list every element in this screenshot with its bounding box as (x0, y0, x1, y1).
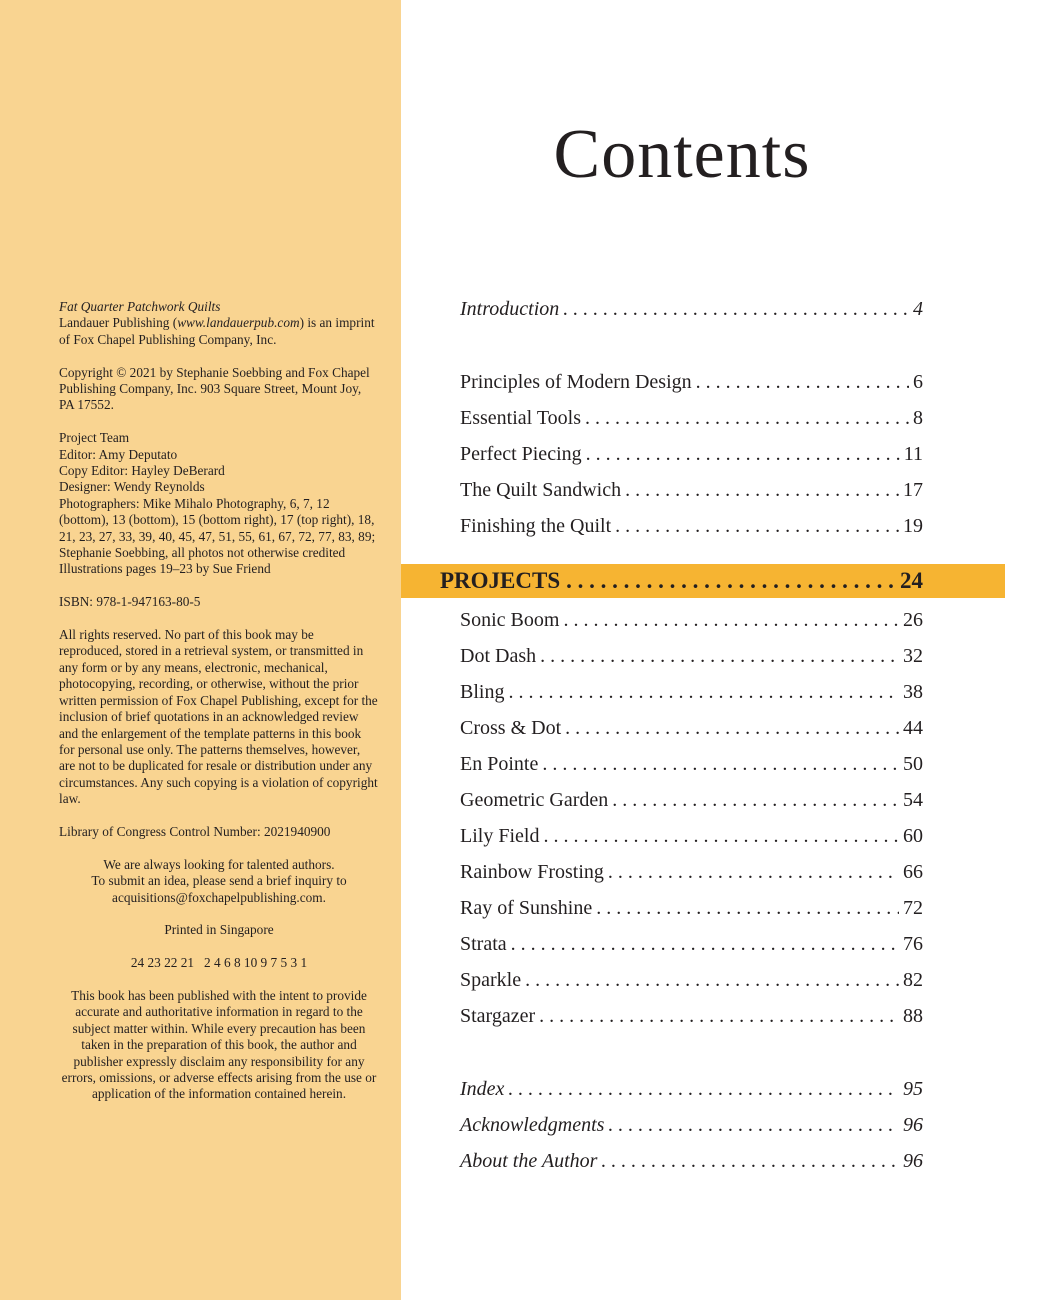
toc-entry-label: Sonic Boom (460, 609, 560, 631)
toc-entry[interactable] (460, 640, 923, 672)
toc-entry-label: En Pointe (460, 753, 539, 775)
toc-entry-label: Principles of Modern Design (460, 371, 692, 393)
toc-entry-page: 8 (913, 407, 923, 429)
dot-leader (525, 964, 899, 996)
dot-leader (612, 784, 899, 816)
toc-entry-page: 17 (903, 479, 923, 501)
toc-entry-label: Geometric Garden (460, 789, 609, 811)
lccn: Library of Congress Control Number: 2021940900 (59, 823, 331, 839)
toc-entry-label: Sparkle (460, 969, 522, 991)
book-title: Fat Quarter Patchwork Quilts (59, 299, 221, 314)
authors-line-1: We are always looking for talented authors. (103, 856, 335, 872)
toc-projects-heading[interactable] (440, 564, 923, 598)
toc-entry[interactable] (460, 510, 923, 542)
dot-leader (563, 604, 899, 636)
toc-entry[interactable] (460, 712, 923, 744)
toc-entry[interactable] (460, 438, 923, 470)
toc-entry-page: 60 (903, 825, 923, 847)
toc-entry[interactable] (460, 748, 923, 780)
project-team (59, 430, 379, 578)
dot-leader (615, 510, 899, 542)
toc-entry[interactable] (460, 474, 923, 506)
printed-in: Printed in Singapore (164, 922, 274, 938)
toc-entry-label: Strata (460, 933, 507, 955)
colophon-text (59, 299, 379, 1119)
dot-leader (563, 293, 909, 325)
editor-credit: Editor: Amy Deputato (59, 446, 178, 462)
illustrations-credit: Illustrations pages 19–23 by Sue Friend (59, 561, 271, 577)
toc-entry-label: Introduction (460, 298, 560, 320)
toc-entry[interactable] (460, 293, 923, 325)
toc-entry-page: 88 (903, 1005, 923, 1027)
dot-leader (508, 676, 899, 708)
publisher-info (59, 315, 379, 348)
toc-entry-label: Dot Dash (460, 645, 537, 667)
printing-numbers: 24 23 22 21 2 4 6 8 10 9 7 5 3 1 (130, 955, 308, 971)
toc-entry-page: 32 (903, 645, 923, 667)
toc-entry-label: The Quilt Sandwich (460, 479, 622, 501)
toc-entry-page: 54 (903, 789, 923, 811)
publisher-line-end: ) is an imprint of Fox Chapel Publishing Company, Inc. (59, 315, 375, 347)
publisher-line: Landauer Publishing ( (59, 315, 178, 331)
toc-entry-page: 19 (903, 515, 923, 537)
toc-entry-page: 44 (903, 717, 923, 739)
toc-entry[interactable] (460, 1109, 923, 1141)
toc-entry-page: 50 (903, 753, 923, 775)
dot-leader (542, 748, 899, 780)
dot-leader (585, 402, 909, 434)
toc-entry[interactable] (460, 784, 923, 816)
toc-entry-label: Perfect Piecing (460, 443, 582, 465)
publisher-url: www.landauerpub.com (177, 315, 300, 331)
dot-leader (565, 712, 899, 744)
toc-entry-label: Lily Field (460, 825, 540, 847)
toc-entry-page: 95 (903, 1078, 923, 1100)
toc-entry[interactable] (460, 928, 923, 960)
toc-entry-page: 72 (903, 897, 923, 919)
toc-entry-label: Index (460, 1078, 505, 1100)
toc-entry-page: 4 (913, 298, 923, 320)
dot-leader (625, 474, 899, 506)
designer-credit: Designer: Wendy Reynolds (59, 479, 205, 495)
authors-email: acquisitions@foxchapelpublishing.com. (112, 889, 326, 905)
toc-entry-label: Essential Tools (460, 407, 582, 429)
dot-leader (566, 564, 894, 598)
toc-entry[interactable] (460, 402, 923, 434)
toc-entry[interactable] (460, 1145, 923, 1177)
toc-entry-page: 26 (903, 609, 923, 631)
toc-entry-page: 66 (903, 861, 923, 883)
toc-entry-label: Finishing the Quilt (460, 515, 612, 537)
toc-entry-page: 96 (903, 1114, 923, 1136)
toc-entry-page: 11 (903, 443, 923, 465)
dot-leader (586, 438, 900, 470)
toc-entry-label: Acknowledgments (460, 1114, 605, 1136)
toc-entry[interactable] (460, 676, 923, 708)
dot-leader (511, 928, 899, 960)
toc-entry[interactable] (460, 1073, 923, 1105)
copyright-notice: Copyright © 2021 by Stephanie Soebbing and Fox Chapel Publishing Company, Inc. 903 Square Street, Mount Joy, PA 17552. (59, 364, 370, 413)
toc-entry[interactable] (460, 856, 923, 888)
toc-entry-page: 24 (900, 568, 923, 593)
dot-leader (508, 1073, 899, 1105)
toc-entry-label: Ray of Sunshine (460, 897, 593, 919)
toc-entry[interactable] (460, 604, 923, 636)
toc-entry-label: Cross & Dot (460, 717, 562, 739)
toc-entry-page: 96 (903, 1150, 923, 1172)
toc-entry-label: Bling (460, 681, 505, 703)
disclaimer: This book has been published with the intent to provide accurate and authoritative information in regard to the subject matter within. While every precaution has been taken in the preparation of this book, the author and publisher expressly disclaim any responsibility for any errors, omissions, or adverse effects arising from the use or application of the information contained herein. (61, 987, 377, 1102)
authors-line-2: To submit an idea, please send a brief inquiry to (91, 873, 347, 889)
toc-entry-page: 6 (913, 371, 923, 393)
dot-leader (608, 856, 899, 888)
copy-editor-credit: Copy Editor: Hayley DeBerard (59, 463, 225, 479)
dot-leader (601, 1145, 899, 1177)
dot-leader (696, 366, 909, 398)
toc-entry[interactable] (460, 1000, 923, 1032)
dot-leader (608, 1109, 899, 1141)
dot-leader (543, 820, 899, 852)
toc-entry-label: Rainbow Frosting (460, 861, 604, 883)
dot-leader (596, 892, 899, 924)
toc-entry-label: PROJECTS (440, 568, 561, 593)
toc-entry-label: About the Author (460, 1150, 598, 1172)
toc-entry-page: 76 (903, 933, 923, 955)
dot-leader (540, 640, 899, 672)
toc-entry[interactable] (460, 964, 923, 996)
toc-entry[interactable] (460, 820, 923, 852)
rights-notice: All rights reserved. No part of this book may be reproduced, stored in a retrieval system, or transmitted in any form or by any means, electronic, mechanical, photocopying, recording, or otherwise, without the prior written permission of Fox Chapel Publishing, except for the inclusion of brief quotations in an acknowledged review and the enlargement of the template patterns in this book for personal use only. The patterns themselves, however, are not to be duplicated for resale or distribution under any circumstances. Any such copying is a violation of copyright law. (59, 627, 378, 807)
toc-entry[interactable] (460, 892, 923, 924)
photographers-credit: Photographers: Mike Mihalo Photography, 6, 7, 12 (bottom), 13 (bottom), 15 (bottom right), 17 (top right), 18, 21, 23, 27, 33, 39, 40, 45, 47, 51, 55, 61, 67, 72, 77, 83, 89; Stephanie Soebbing, all photos not otherwise credited (59, 495, 376, 561)
dot-leader (539, 1000, 899, 1032)
project-team-heading: Project Team (59, 430, 130, 446)
toc-entry-page: 38 (903, 681, 923, 703)
isbn: ISBN: 978-1-947163-80-5 (59, 594, 201, 610)
toc-entry-label: Stargazer (460, 1005, 536, 1027)
toc-entry[interactable] (460, 366, 923, 398)
toc-entry-page: 82 (903, 969, 923, 991)
authors-call (59, 857, 379, 906)
page-title: Contents (553, 116, 811, 193)
